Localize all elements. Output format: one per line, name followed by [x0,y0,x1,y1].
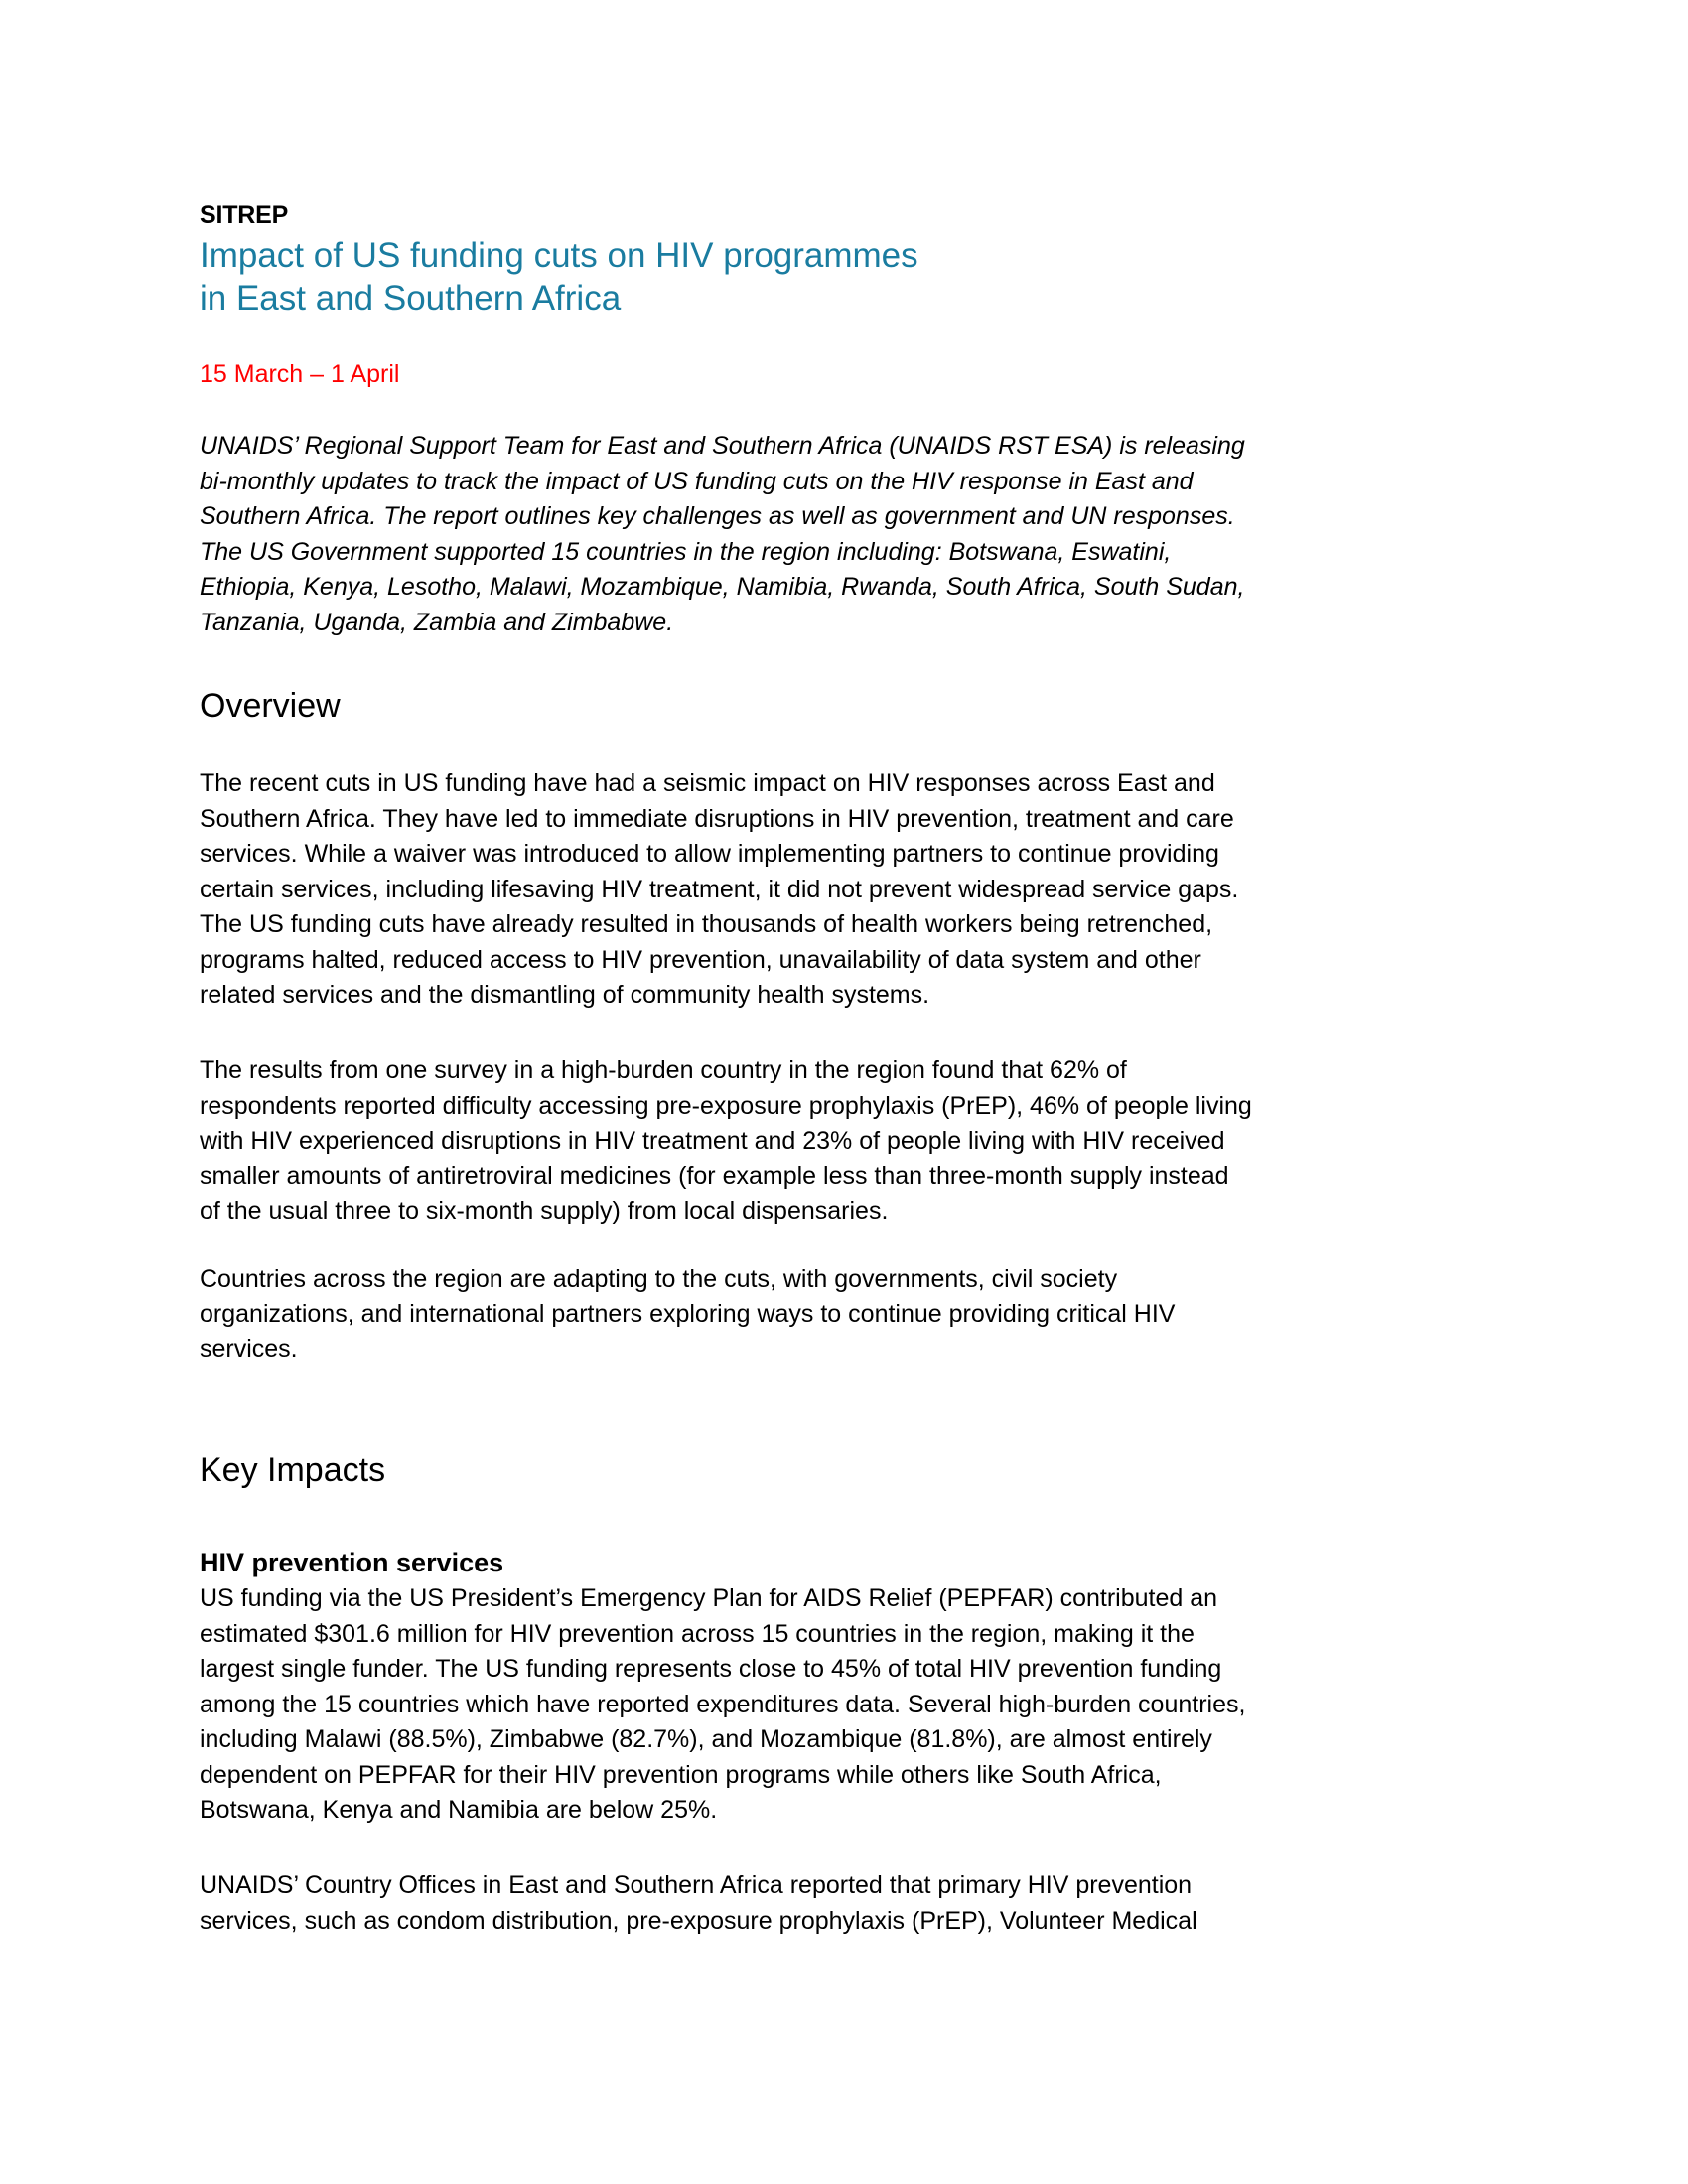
text-line: Countries across the region are adapting to the cuts, with governments, civil society [200,1265,1118,1293]
text-line: related services and the dismantling of community health systems. [200,981,930,1009]
text-line: Southern Africa. The report outlines key challenges as well as government and UN responses. [200,502,1235,530]
report-title-line: Impact of US funding cuts on HIV programmes [200,236,918,275]
text-line: largest single funder. The US funding represents close to 45% of total HIV prevention funding [200,1655,1222,1683]
text-line: with HIV experienced disruptions in HIV treatment and 23% of people living with HIV received [200,1127,1225,1155]
text-line: programs halted, reduced access to HIV prevention, unavailability of data system and other [200,945,1201,974]
text-line: of the usual three to six-month supply) from local dispensaries. [200,1197,889,1225]
text-line: services. While a waiver was introduced to allow implementing partners to continue providing [200,840,1219,868]
text-line: among the 15 countries which have reported expenditures data. Several high-burden countries, [200,1690,1246,1718]
text-line: certain services, including lifesaving HIV treatment, it did not prevent widespread service gaps. [200,875,1239,903]
intro-paragraph [200,429,1510,640]
key-impacts-heading: Key Impacts [200,1451,386,1489]
report-type-label: SITREP [200,202,289,229]
text-line: smaller amounts of antiretroviral medicines (for example less than three-month supply instead [200,1161,1229,1190]
report-date-range: 15 March – 1 April [200,360,400,388]
text-line: UNAIDS’ Country Offices in East and Southern Africa reported that primary HIV prevention [200,1871,1193,1899]
text-line: dependent on PEPFAR for their HIV prevention programs while others like South Africa, [200,1760,1162,1789]
text-line: Southern Africa. They have led to immediate disruptions in HIV prevention, treatment and care [200,804,1234,833]
text-line: The US funding cuts have already resulted in thousands of health workers being retrenched, [200,910,1213,938]
text-line: respondents reported difficulty accessing pre-exposure prophylaxis (PrEP), 46% of people living [200,1091,1252,1120]
text-line: US funding via the US President’s Emergency Plan for AIDS Relief (PEPFAR) contributed an [200,1584,1218,1612]
overview-paragraph-2 [200,1053,1510,1230]
text-line: estimated $301.6 million for HIV prevention across 15 countries in the region, making it the [200,1619,1195,1648]
text-line: Tanzania, Uganda, Zambia and Zimbabwe. [200,608,674,636]
prevention-paragraph-2 [200,1868,1510,1939]
text-line: including Malawi (88.5%), Zimbabwe (82.7%), and Mozambique (81.8%), are almost entirely [200,1725,1212,1753]
text-line: services. [200,1335,298,1363]
overview-paragraph-3 [200,1262,1510,1368]
overview-heading: Overview [200,687,341,725]
text-line: services, such as condom distribution, pre-exposure prophylaxis (PrEP), Volunteer Medical [200,1906,1197,1935]
hiv-prevention-heading: HIV prevention services [200,1548,504,1577]
text-line: Ethiopia, Kenya, Lesotho, Malawi, Mozambique, Namibia, Rwanda, South Africa, South Sudan, [200,573,1245,601]
overview-paragraph-1 [200,766,1510,1014]
text-line: The US Government supported 15 countries in the region including: Botswana, Eswatini, [200,537,1172,566]
text-line: The results from one survey in a high-burden country in the region found that 62% of [200,1056,1127,1084]
text-line: UNAIDS’ Regional Support Team for East and Southern Africa (UNAIDS RST ESA) is releasing [200,432,1245,460]
report-title [200,234,918,320]
prevention-paragraph-1 [200,1581,1510,1829]
report-title-line: in East and Southern Africa [200,279,622,318]
text-line: bi-monthly updates to track the impact of US funding cuts on the HIV response in East and [200,467,1194,495]
text-line: organizations, and international partners exploring ways to continue providing critical HIV [200,1299,1176,1328]
text-line: Botswana, Kenya and Namibia are below 25%. [200,1796,718,1824]
text-line: The recent cuts in US funding have had a seismic impact on HIV responses across East and [200,769,1215,797]
